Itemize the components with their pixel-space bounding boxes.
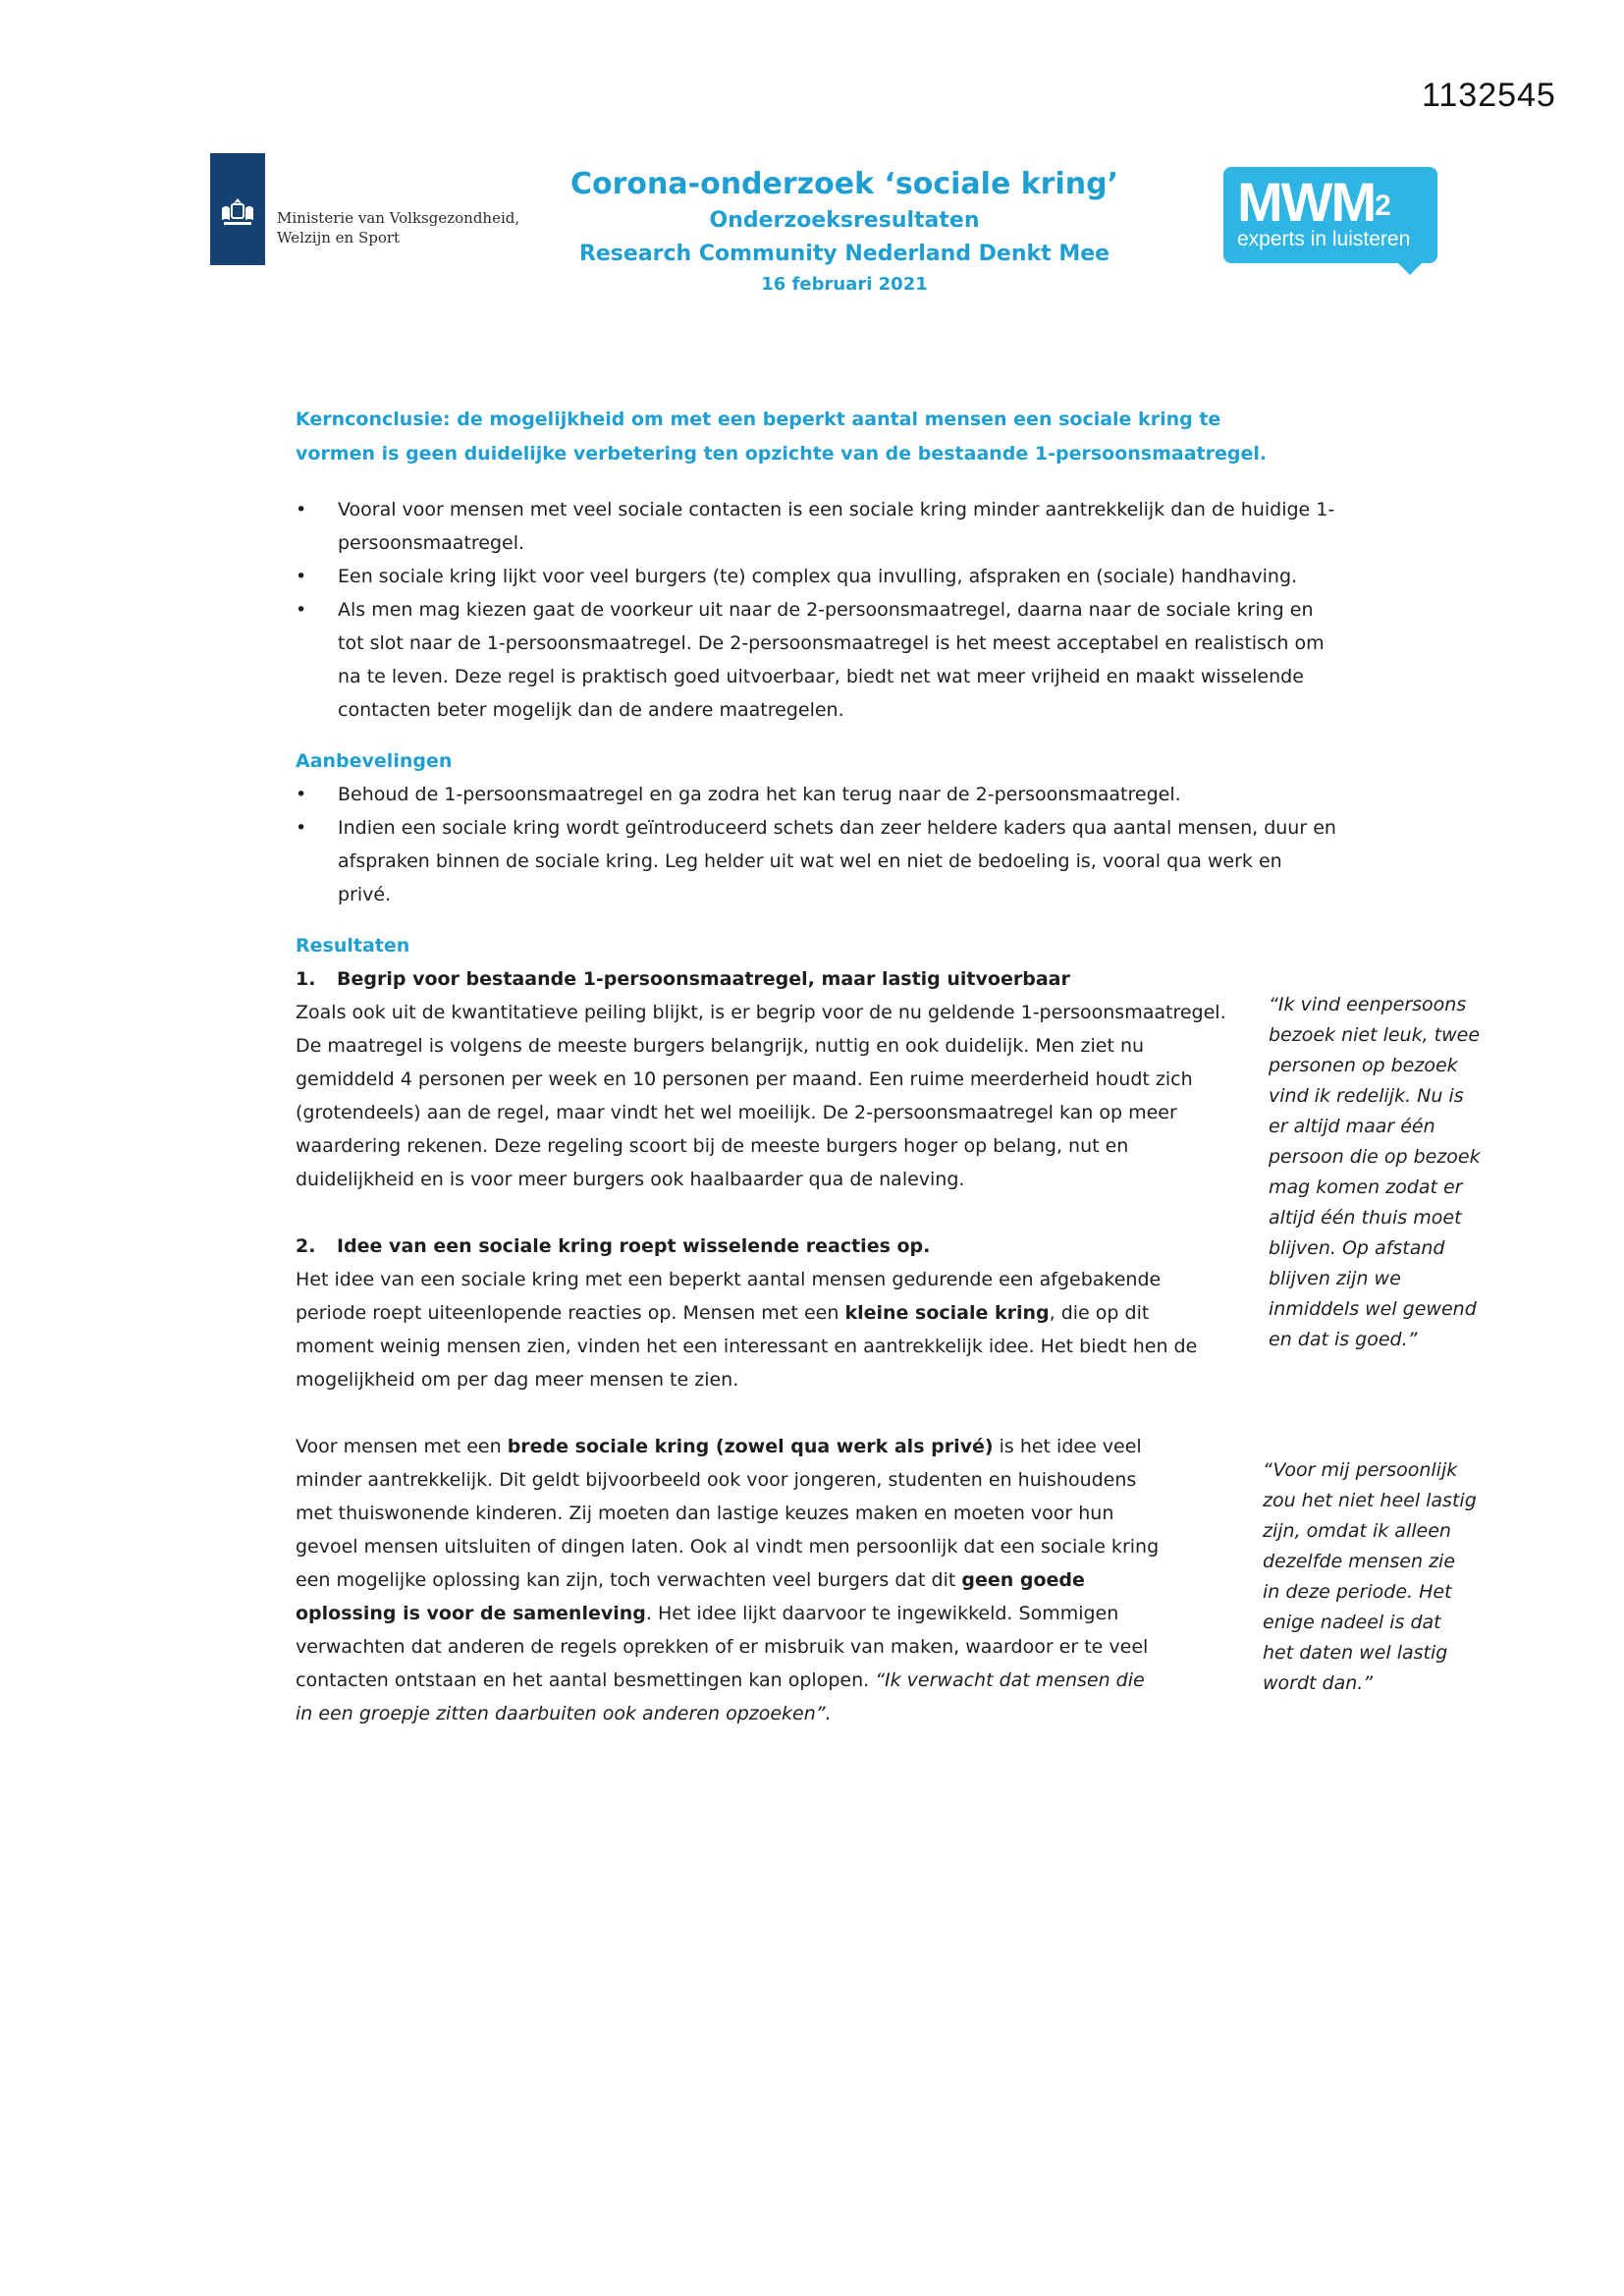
list-item: • Behoud de 1-persoonsmaatregel en ga zodra het kan terug naar de 2-persoonsmaatregel. [296, 778, 1336, 811]
community-name: Research Community Nederland Denkt Mee [578, 242, 1110, 266]
report-date: 16 februari 2021 [761, 274, 928, 295]
result-2-paragraph-2: Voor mensen met een brede sociale kring (zowel qua werk als privé) is het idee veel minder aantrekkelijk. Dit geldt bijvoorbeeld ook voor jongeren, studenten en huishoudens met thuiswonende kinderen. Zij moeten dan lastige keuzes maken en moeten voor hun gevoel mensen uitsluiten of dingen laten. Ook al vindt men persoonlijk dat een sociale kring een mogelijke oplossing kan zijn, toch verwachten veel burgers dat dit geen goede oplossing is voor de samenleving. Het idee lijkt daarvoor te ingewikkeld. Sommigen verwachten dat anderen de regels oprekken of er misbruik van maken, waardoor er te veel contacten ontstaan en het aantal besmettingen kan oplopen. “Ik verwacht dat mensen die in een groepje zitten daarbuiten ook anderen opzoeken”. [296, 1436, 1160, 1724]
list-item: • Indien een sociale kring wordt geïntroduceerd schets dan zeer heldere kaders qua aantal mensen, duur en afspraken binnen de sociale kring. Leg helder uit wat wel en niet de bedoeling is, vooral qua werk en privé. [296, 811, 1336, 911]
ministry-name: Ministerie van Volksgezondheid, Welzijn en Sport [277, 209, 520, 246]
list-item: • Als men mag kiezen gaat de voorkeur uit naar de 2-persoonsmaatregel, daarna naar de sociale kring en tot slot naar de 1-persoonsmaatregel. De 2-persoonsmaatregel is het meest acceptabel en realistisch om na te leven. Deze regel is praktisch goed uitvoerbaar, biedt net wat meer vrijheid en maakt wisselende contacten beter mogelijk dan de andere maatregelen. [296, 593, 1336, 727]
section-heading-resultaten: Resultaten [296, 935, 410, 957]
coat-of-arms-icon [218, 196, 257, 228]
recommendations-list [296, 778, 1336, 911]
mwm2-logo: MWM$^2$ experts in luisteren [1223, 167, 1437, 275]
page-title: Corona-onderzoek ‘sociale kring’ [570, 167, 1118, 201]
result-1-title: 1. Begrip voor bestaande 1-persoonsmaatregel, maar lastig uitvoerbaar [296, 968, 1070, 990]
result-2-paragraph-1: Het idee van een sociale kring met een beperkt aantal mensen gedurende een afgebakende periode roept uiteenlopende reacties op. Mensen met een kleine sociale kring, die op dit moment weinig mensen zien, vinden het een interessant en aantrekkelijk idee. Het biedt hen de mogelijkheid om per dag meer mensen te zien. [296, 1269, 1198, 1391]
page-subtitle: Onderzoeksresultaten [709, 208, 980, 233]
main-content [296, 403, 1356, 1730]
kernconclusie: Kernconclusie: de mogelijkheid om met een beperkt aantal mensen een sociale kring te vormen is geen duidelijke verbetering ten opzichte van de bestaande 1-persoonsmaatregel. [296, 409, 1268, 465]
result-section-2 [296, 1230, 1228, 1396]
quote-1: “Ik vind eenpersoons bezoek niet leuk, twee personen op bezoek vind ik redelijk. Nu is er altijd maar één persoon die op bezoek mag komen zodat er altijd één thuis moet blijven. Op afstand blijven zijn we inmiddels wel gewend en dat is goed.” [1269, 994, 1481, 1350]
result-section-1 [296, 962, 1228, 1196]
ministry-logo [210, 153, 534, 265]
list-item: • Een sociale kring lijkt voor veel burgers (te) complex qua invulling, afspraken en (sociale) handhaving. [296, 560, 1336, 593]
key-findings-list [296, 493, 1336, 727]
list-item: • Vooral voor mensen met veel sociale contacten is een sociale kring minder aantrekkelijk dan de huidige 1-persoonsmaatregel. [296, 493, 1336, 560]
section-heading-aanbevelingen: Aanbevelingen [296, 750, 453, 772]
result-2-title: 2. Idee van een sociale kring roept wisselende reacties op. [296, 1235, 931, 1257]
ministry-logo-bar [210, 153, 265, 265]
result-1-body: Zoals ook uit de kwantitatieve peiling blijkt, is er begrip voor de nu geldende 1-persoonsmaatregel. De maatregel is volgens de meeste burgers belangrijk, nuttig en ook duidelijk. Men ziet nu gemiddeld 4 personen per week en 10 personen per maand. Een ruime meerderheid houdt zich (grotendeels) aan de regel, maar vindt het wel moeilijk. De 2-persoonsmaatregel kan op meer waardering rekenen. Deze regeling scoort bij de meeste burgers hoger op belang, nut en duidelijkheid en is voor meer burgers ook haalbaarder qua de naleving. [296, 1002, 1226, 1190]
title-block [530, 165, 1159, 299]
quote-2: “Voor mij persoonlijk zou het niet heel lastig zijn, omdat ik alleen dezelfde mensen zie in deze periode. Het enige nadeel is dat het daten wel lastig wordt dan.” [1263, 1459, 1477, 1694]
